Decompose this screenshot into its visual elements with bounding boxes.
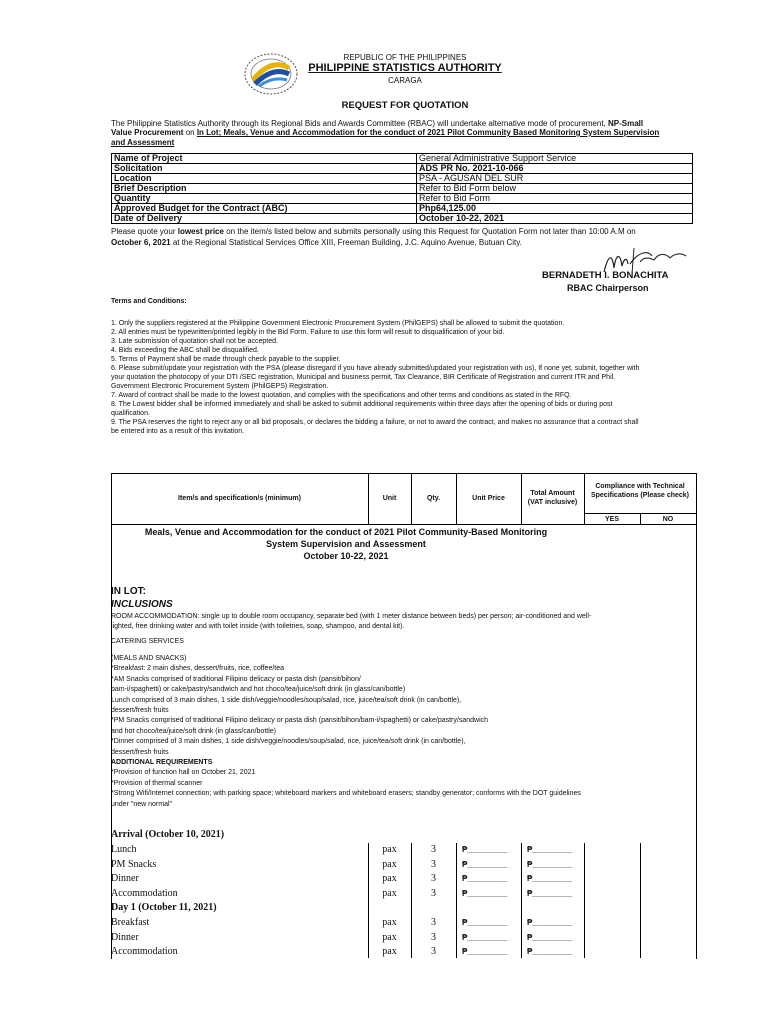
project-title xyxy=(111,526,581,562)
item-unit: pax xyxy=(382,887,397,899)
republic-text: REPUBLIC OF THE PHILIPPINES xyxy=(343,53,467,62)
item-unit-price: ₱_________ xyxy=(462,932,508,942)
meal-spec-line: dessert/fresh fruits xyxy=(111,707,169,715)
item-total: ₱_________ xyxy=(527,874,573,884)
item-name: Accommodation xyxy=(111,946,178,958)
project-info-table xyxy=(111,153,693,224)
info-row xyxy=(112,214,693,224)
term-item: 4. Bids exceeding the ABC shall be disqualified. xyxy=(111,347,259,354)
total-label-2: (VAT inclusive) xyxy=(527,499,578,506)
info-value: Php64,125.00 xyxy=(417,204,693,214)
info-row xyxy=(112,174,693,184)
intro-text: The Philippine Statistics Authority through its Regional Bids and Awards Committee (RBAC) will undertake alternative mode of procurement, xyxy=(111,119,606,128)
info-label: Solicitation xyxy=(112,164,417,174)
quote-text-a: Please quote your xyxy=(111,227,178,236)
item-name: PM Snacks xyxy=(111,858,157,870)
col-header-unit: Unit xyxy=(382,495,397,502)
terms-list xyxy=(111,319,711,436)
room-spec-line: ROOM ACCOMMODATION: single up to double room occupancy, separate bed (with 1 meter distance between beds) per person; air-conditioned and well- xyxy=(111,613,592,620)
info-row xyxy=(112,204,693,214)
meal-spec-line: and hot choco/tea/juice/soft drink (in glass/can/bottle) xyxy=(111,727,276,735)
arrival-heading: Arrival (October 10, 2021) xyxy=(111,829,225,840)
term-item: 6. Please submit/update your registration with the PSA (please disregard if you have already submitted/updated your registration with us), If none yet, submit, together with xyxy=(111,365,640,372)
info-value: Refer to Bid Form below xyxy=(417,184,693,194)
meal-spec-line: bam-i/spaghetti) or cake/pastry/sandwich and hot choco/tea/juice/soft drink (in glass/can/bottle) xyxy=(111,686,406,694)
procurement-mode-cont: Value Procurement xyxy=(111,128,184,137)
meal-spec-line: Lunch comprised of 3 main dishes, 1 side dish/veggie/noodles/soup/salad, rice, juice/tea/soft drink (in can/bottle), xyxy=(111,696,462,704)
info-label: Name of Project xyxy=(112,154,417,164)
document-title: REQUEST FOR QUOTATION xyxy=(341,100,469,111)
term-item: 5. Terms of Payment shall be made through check payable to the supplier. xyxy=(111,356,341,363)
inclusions-label: INCLUSIONS xyxy=(111,599,173,610)
item-qty: 3 xyxy=(431,917,436,928)
item-unit: pax xyxy=(382,946,397,958)
item-total: ₱_________ xyxy=(527,845,573,854)
info-value: October 10-22, 2021 xyxy=(417,214,693,224)
item-total: ₱_________ xyxy=(527,947,573,957)
item-qty: 3 xyxy=(431,873,436,885)
in-lot-label: IN LOT: xyxy=(111,586,146,597)
meal-spec-line: dessert/fresh fruits xyxy=(111,748,169,756)
col-header-items: Item/s and specification/s (minimum) xyxy=(178,495,301,502)
term-item: 7. Award of contract shall be made to the lowest quotation, and complies with the specifications and other terms and conditions as stated in the RFQ. xyxy=(111,392,572,399)
agency-name: PHILIPPINE STATISTICS AUTHORITY xyxy=(308,62,502,74)
meal-spec-line: (MEALS AND SNACKS) xyxy=(111,655,187,662)
item-name: Dinner xyxy=(111,873,139,885)
term-item: Government Electronic Procurement System (PhilGEPS) Registration. xyxy=(111,383,329,390)
intro-line-2 xyxy=(111,128,711,138)
term-item: 8. The Lowest bidder shall be informed immediately and shall be asked to submit additional requirements within three days after the opening of bids or during post xyxy=(111,401,613,408)
col-header-compliance xyxy=(584,482,696,500)
item-unit: pax xyxy=(382,931,397,943)
item-qty: 3 xyxy=(431,946,436,958)
item-name: Dinner xyxy=(111,931,139,943)
term-item: 1. Only the suppliers registered at the Philippine Government Electronic Procurement System (PhilGEPS) shall be allowed to submit the quotation. xyxy=(111,320,565,327)
item-total: ₱_________ xyxy=(527,888,573,898)
item-name: Breakfast xyxy=(111,917,150,928)
info-label: Date of Delivery xyxy=(112,214,417,224)
terms-heading: Terms and Conditions: xyxy=(111,298,187,305)
signatory-name: BERNADETH I. BONACHITA xyxy=(542,270,669,281)
region-text: CARAGA xyxy=(388,76,422,85)
meal-spec-line: *Breakfast: 2 main dishes, dessert/fruits, rice, coffee/tea xyxy=(111,665,285,673)
project-title-line-3: October 10-22, 2021 xyxy=(303,551,389,561)
item-name: Lunch xyxy=(111,844,137,855)
additional-requirements-heading: ADDITIONAL REQUIREMENTS xyxy=(111,759,213,766)
info-label: Approved Budget for the Contract (ABC) xyxy=(112,204,417,214)
day1-heading: Day 1 (October 11, 2021) xyxy=(111,902,217,913)
intro-connector: on xyxy=(183,128,197,137)
term-item: 2. All entries must be typewritten/printed legibly in the Bid Form. Failure to use this form will result to disqualification of your bid. xyxy=(111,329,505,336)
col-header-no: NO xyxy=(662,516,674,523)
item-qty: 3 xyxy=(431,858,436,870)
info-row xyxy=(112,164,693,174)
quote-text-c: on the item/s listed below and submits personally using this Request for Quotation Form not later than 10:00 A.M on xyxy=(223,227,636,236)
meal-spec-line: *PM Snacks comprised of traditional Filipino delicacy or pasta dish (pansit/bihon/bam-i/spaghetti) or cake/pastry/sandwich xyxy=(111,717,489,725)
item-total: ₱_________ xyxy=(527,932,573,942)
project-title-line-1: Meals, Venue and Accommodation for the conduct of 2021 Pilot Community-Based Monitoring xyxy=(144,527,548,537)
item-qty: 3 xyxy=(431,887,436,899)
info-value: PSA - AGUSAN DEL SUR xyxy=(417,174,693,184)
additional-req-item: *Provision of function hall on October 21, 2021 xyxy=(111,769,256,776)
info-value: ADS PR No. 2021-10-066 xyxy=(417,164,693,174)
item-unit: pax xyxy=(382,858,397,870)
additional-req-item: *Provision of thermal scanner xyxy=(111,779,203,787)
room-accommodation-spec xyxy=(111,612,701,632)
term-item: 3. Late submission of quotation shall not be accepted. xyxy=(111,338,278,345)
lowest-price-text: lowest price xyxy=(177,227,224,236)
item-name: Accommodation xyxy=(111,887,178,899)
project-title-line-2: System Supervision and Assessment xyxy=(266,539,426,549)
catering-label: CATERING SERVICES xyxy=(111,638,184,645)
quote-instructions-1 xyxy=(111,227,711,237)
item-qty: 3 xyxy=(431,844,436,855)
info-value: General Administrative Support Service xyxy=(417,154,693,164)
item-unit: pax xyxy=(382,873,397,885)
signatory-position: RBAC Chairperson xyxy=(567,283,649,293)
procurement-mode: NP-Small xyxy=(608,119,644,128)
item-unit-price: ₱_________ xyxy=(462,874,508,884)
item-unit: pax xyxy=(382,917,397,928)
item-total: ₱_________ xyxy=(527,918,573,927)
item-total: ₱_________ xyxy=(527,859,573,869)
room-spec-line: lighted, free drinking water and with toilet inside (with toiletries, soap, shampoo, and dental kit). xyxy=(111,623,405,630)
term-item: be entered into as a result of this invitation. xyxy=(111,428,245,435)
info-value: Refer to Bid Form xyxy=(417,194,693,204)
project-lot: In Lot; Meals, Venue and Accommodation for the conduct of 2021 Pilot Community Based Monitoring System Supervision xyxy=(196,128,660,137)
meals-spec xyxy=(111,654,701,758)
col-header-qty: Qty. xyxy=(426,495,441,502)
col-header-total xyxy=(521,489,584,507)
item-unit-price: ₱_________ xyxy=(462,947,508,957)
project-lot-cont: and Assessment xyxy=(111,138,175,147)
additional-req-item: *Strong Wifi/Internet connection; with parking space; whiteboard markers and whiteboard erasers; standby generator; conforms with the DOT guidelines xyxy=(111,790,581,797)
compliance-label-2: Specifications (Please check) xyxy=(590,492,690,499)
col-header-yes: YES xyxy=(604,516,619,523)
info-row xyxy=(112,194,693,204)
item-unit-price: ₱_________ xyxy=(462,918,508,927)
col-header-unit-price: Unit Price xyxy=(472,495,505,502)
meal-spec-line: *AM Snacks comprised of traditional Filipino delicacy or pasta dish (pansit/bihon/ xyxy=(111,675,361,683)
term-item: qualification. xyxy=(111,410,150,417)
item-qty: 3 xyxy=(431,931,436,943)
meal-spec-line: *Dinner comprised of 3 main dishes, 1 side dish/veggie/noodles/soup/salad, rice, juice/tea/soft drink (in can/bottle), xyxy=(111,738,466,746)
deadline-date: October 6, 2021 xyxy=(111,238,171,247)
additional-requirements-list xyxy=(111,768,701,810)
item-unit-price: ₱_________ xyxy=(462,859,508,869)
info-label: Quantity xyxy=(112,194,417,204)
item-unit: pax xyxy=(382,844,397,855)
compliance-label-1: Compliance with Technical xyxy=(595,483,685,490)
additional-req-item: under "new normal" xyxy=(111,800,173,808)
term-item: your quotation the photocopy of your DTI /SEC registration, Municipal and business permit, Tax Clearance, BIR Certificate of Registration and current ITR and Phil. xyxy=(111,374,616,381)
info-label: Location xyxy=(112,174,417,184)
total-label-1: Total Amount xyxy=(530,490,575,497)
item-unit-price: ₱_________ xyxy=(462,845,508,854)
item-unit-price: ₱_________ xyxy=(462,888,508,898)
quote-text-e: at the Regional Statistical Services Office XIII, Freeman Building, J.C. Aquino Avenue, Butuan City. xyxy=(170,238,522,247)
info-label: Brief Description xyxy=(112,184,417,194)
info-row xyxy=(112,184,693,194)
info-row xyxy=(112,154,693,164)
term-item: 9. The PSA reserves the right to reject any or all bid proposals, or declares the bidding a failure, or not to award the contract, and makes no assurance that a contract shall xyxy=(111,419,639,426)
